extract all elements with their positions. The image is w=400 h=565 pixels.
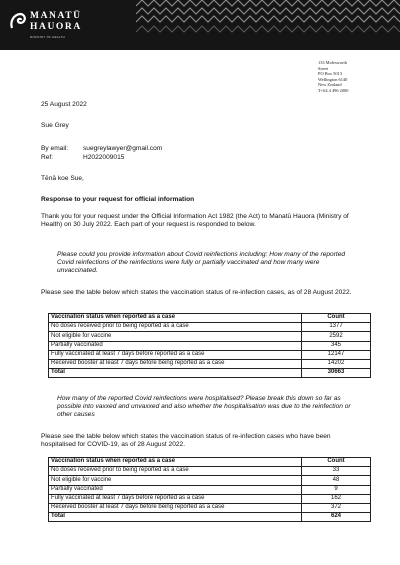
total-label-cell: Total [49, 369, 302, 378]
koru-logo-icon [9, 12, 27, 30]
response-paragraph-2: Please see the table below which states the vaccination status of re-infection cases who have been hospitalised for COVID-19, as of 28 August 2022. [41, 433, 331, 449]
total-label-cell: Total [49, 513, 302, 522]
address-line: Wellington 6140 [318, 76, 348, 82]
status-cell: Not eligible for vaccine [49, 476, 302, 485]
table-row [49, 503, 371, 512]
response-paragraph-1: Please see the table below which states the vaccination status of re-infection cases, as of 28 August 2022. [41, 289, 352, 296]
column-header: Count [302, 458, 371, 467]
column-header: Count [302, 314, 371, 323]
table-row [49, 485, 371, 494]
recipient-name: Sue Grey [41, 122, 69, 129]
table-header-row [49, 314, 371, 323]
table-row [49, 341, 371, 350]
status-cell: No doses received prior to being reported as a case [49, 323, 302, 332]
table-row [49, 323, 371, 332]
total-count-cell: 30663 [302, 369, 371, 378]
email-label: By email: [41, 145, 69, 152]
table-row [49, 359, 371, 368]
table-total-row [49, 513, 371, 522]
intro-paragraph: Thank you for your request under the Official Information Act 1982 (the Act) to Manatū Hauora (Ministry of Health) on 30 July 2022. Each part of your request is responded to below. [41, 213, 349, 229]
count-cell: 9 [302, 485, 371, 494]
count-cell: 2592 [302, 332, 371, 341]
column-header: Vaccination status when reported as a case [49, 314, 302, 323]
status-cell: Received booster at least 7 days before being reported as a case [49, 359, 302, 368]
hospitalised-reinfection-table [48, 457, 371, 522]
table-row [49, 350, 371, 359]
logo-subtitle: MINISTRY OF HEALTH [30, 35, 65, 39]
table-row [49, 476, 371, 485]
count-cell: 372 [302, 503, 371, 512]
address-line: T+64 4 496 2000 [318, 87, 349, 93]
table-header-row [49, 458, 371, 467]
count-cell: 48 [302, 476, 371, 485]
status-cell: Received booster at least 7 days before being reported as a case [49, 503, 302, 512]
table-row [49, 494, 371, 503]
address-line: Street [318, 65, 329, 71]
total-count-cell: 624 [302, 513, 371, 522]
address-line: New Zealand [318, 82, 342, 88]
count-cell: 12147 [302, 350, 371, 359]
greeting: Tēnā koe Sue, [41, 175, 84, 182]
ref-value: H2022009015 [83, 154, 125, 161]
letter-date: 25 August 2022 [41, 101, 87, 108]
count-cell: 162 [302, 494, 371, 503]
count-cell: 33 [302, 467, 371, 476]
status-cell: Partially vaccinated [49, 341, 302, 350]
column-header: Vaccination status when reported as a case [49, 458, 302, 467]
count-cell: 14202 [302, 359, 371, 368]
reinfection-vaccination-table [48, 313, 371, 378]
table-row [49, 332, 371, 341]
count-cell: 345 [302, 341, 371, 350]
request-quote-1: Please could you provide information about Covid reinfections including: How many of the reported Covid reinfections of the reinfections were fully or partially vaccinated and how many were unvaccinated. [57, 251, 346, 275]
table-row [49, 467, 371, 476]
woven-pattern-graphic [136, 0, 400, 50]
status-cell: No doses received prior to being reported as a case [49, 467, 302, 476]
address-line: PO Box 5013 [318, 71, 342, 77]
logo-line-2: HAUORA [30, 22, 82, 32]
count-cell: 1377 [302, 323, 371, 332]
letterhead-banner [0, 0, 400, 50]
email-value: suegreylawyer@gmail.com [83, 145, 163, 152]
letter-subject: Response to your request for official information [41, 196, 195, 203]
request-quote-2: How many of the reported Covid reinfections were hospitalised? Please break this down so far as possible into vaxxed and unvaxxed and also whether the hospitalisation was due to the reinfection or other causes [57, 395, 351, 419]
status-cell: Partially vaccinated [49, 485, 302, 494]
table-total-row [49, 369, 371, 378]
address-line: 133 Molesworth [318, 60, 347, 65]
status-cell: Fully vaccinated at least 7 days before reported as a case [49, 350, 302, 359]
ref-label: Ref: [41, 154, 54, 161]
logo-line-1: MANATŪ [30, 11, 82, 21]
status-cell: Fully vaccinated at least 7 days before reported as a case [49, 494, 302, 503]
ministry-address [318, 60, 348, 94]
status-cell: Not eligible for vaccine [49, 332, 302, 341]
